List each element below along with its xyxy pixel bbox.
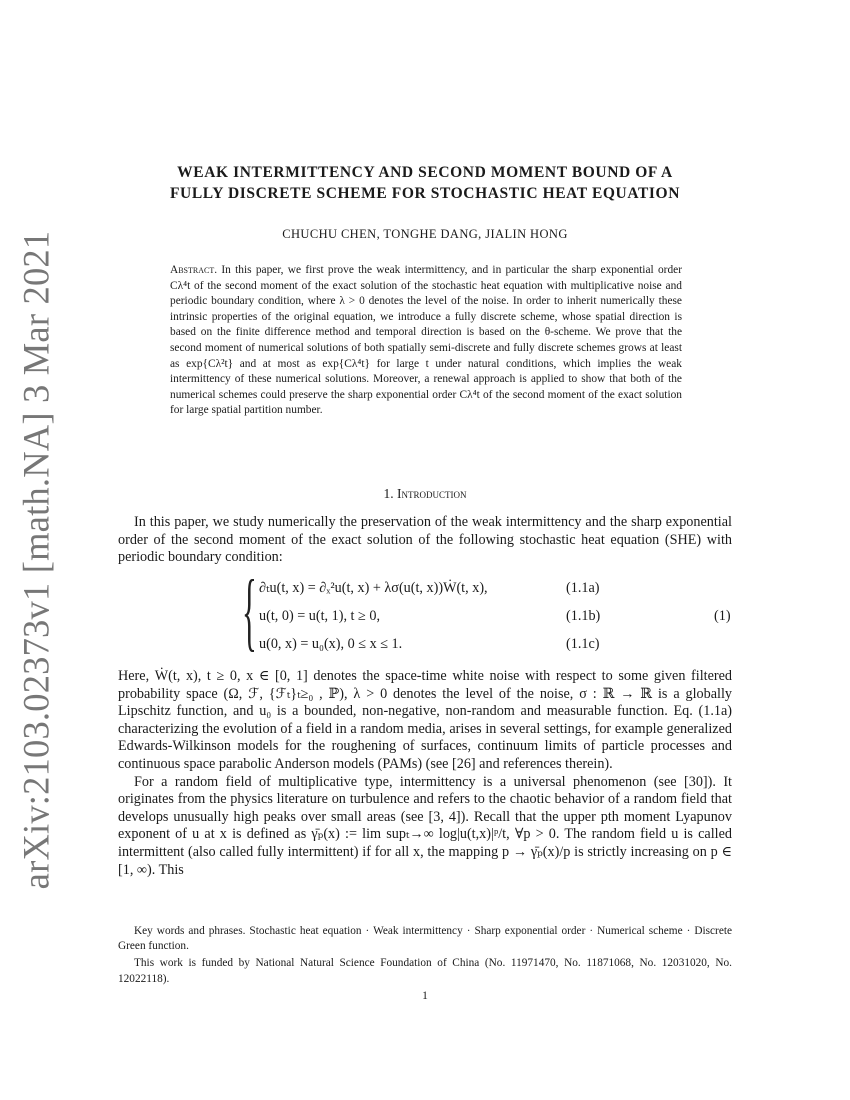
abstract	[170, 263, 682, 419]
equation-tag: (1.1b)	[566, 608, 601, 624]
section-heading	[118, 486, 732, 502]
intro-body	[118, 668, 732, 879]
paper-title	[118, 162, 732, 204]
arxiv-identifier-text: arXiv:2103.02373v1 [math.NA] 3 Mar 2021	[15, 230, 57, 890]
equation-tag: (1.1c)	[566, 636, 600, 652]
paragraph-text: In this paper, we study numerically the preservation of the weak intermittency and the sharp exponential order of the second moment of the exact solution of the following stochastic heat equation (SHE) with periodic boundary condition:	[118, 514, 732, 566]
left-brace: {	[242, 563, 257, 660]
equation-number: (1)	[714, 608, 731, 624]
equation-expression: ∂ₜu(t, x) = ∂ₓ²u(t, x) + λσ(u(t, x))Ẇ(t, x),	[259, 580, 488, 596]
section-title: Introduction	[397, 486, 467, 501]
equation-expression: u(t, 0) = u(t, 1), t ≥ 0,	[259, 608, 380, 624]
equation-expression: u(0, x) = u₀(x), 0 ≤ x ≤ 1.	[259, 636, 403, 652]
abstract-text: In this paper, we first prove the weak intermittency, and in particular the sharp exponential order Cλ⁴t of the second moment of the exact solution of the stochastic heat equation with multiplicative noise and periodic boundary condition, where λ > 0 denotes the level of the noise. In order to inherit numerically these intrinsic properties of the original equation, we introduce a fully discrete scheme, whose spatial direction is based on the finite difference method and temporal direction is based on the θ-scheme. We prove that the second moment of numerical solutions of both spatially semi-discrete and fully discrete schemes grows at least as exp{Cλ²t} and at most as exp{Cλ⁴t} for large t under natural conditions, which implies the weak intermittency of these numerical solutions. Moreover, a renewal approach is applied to show that both of the numerical schemes could preserve the sharp exponential order Cλ⁴t of the second moment of the exact solution for large spatial partition number.	[170, 264, 682, 417]
arxiv-identifier	[6, 230, 66, 890]
paragraph-text: For a random field of multiplicative type, intermittency is a universal phenomenon (see [30]). It originates from the physics literature on turbulence and refers to the chaotic behavior of a random field that develops unusually high peaks over small areas (see [3, 4]). Recall that the upper pth moment Lyapunov exponent of u at x is defined as γ̄ₚ(x) := lim supₜ→∞ log|u(t,x)|ᵖ/t, ∀p > 0. The random field u is called intermittent (also called fully intermittent) if for all x, the mapping p → γ̄ₚ(x)/p is strictly increasing on p ∈ [1, ∞). This	[118, 773, 732, 878]
author-list: CHUCHU CHEN, TONGHE DANG, JIALIN HONG	[282, 227, 568, 241]
footnote-keywords: Key words and phrases. Stochastic heat equation · Weak intermittency · Sharp exponential order · Numerical scheme · Discrete Green function.	[118, 925, 732, 953]
equation-row	[259, 608, 380, 625]
intro-paragraph-1	[118, 514, 732, 567]
page-number: 1	[422, 990, 428, 1002]
title-line: WEAK INTERMITTENCY AND SECOND MOMENT BOUND OF A	[177, 164, 673, 181]
equation-system	[118, 563, 732, 660]
paragraph-text: Here, Ẇ(t, x), t ≥ 0, x ∈ [0, 1] denotes the space-time white noise with respect to some given filtered probability space (Ω, ℱ, {ℱₜ}ₜ≥₀ , ℙ), λ > 0 denotes the level of the noise, σ : ℝ → ℝ is a globally Lipschitz function, and u₀ is a bounded, non-negative, non-random and measurable function. Eq. (1.1a) characterizing the evolution of a field in a random media, arises in several settings, for example generalized Edwards-Wilkinson models for the roughening of surfaces, continuum limits of particle processes and continuous space parabolic Anderson models (PAMs) (see [26] and references therein).	[118, 668, 732, 772]
abstract-label: Abstract.	[170, 264, 218, 276]
equation-row	[259, 636, 402, 653]
section-number: 1.	[383, 486, 394, 501]
title-line: FULLY DISCRETE SCHEME FOR STOCHASTIC HEAT EQUATION	[169, 185, 681, 202]
equation-tag: (1.1a)	[566, 580, 600, 596]
footnotes	[118, 924, 732, 989]
equation-row	[259, 580, 488, 597]
footnote-funding: This work is funded by National Natural Science Foundation of China (No. 11971470, No. 11871068, No. 12031020, No. 12022118).	[118, 957, 732, 985]
